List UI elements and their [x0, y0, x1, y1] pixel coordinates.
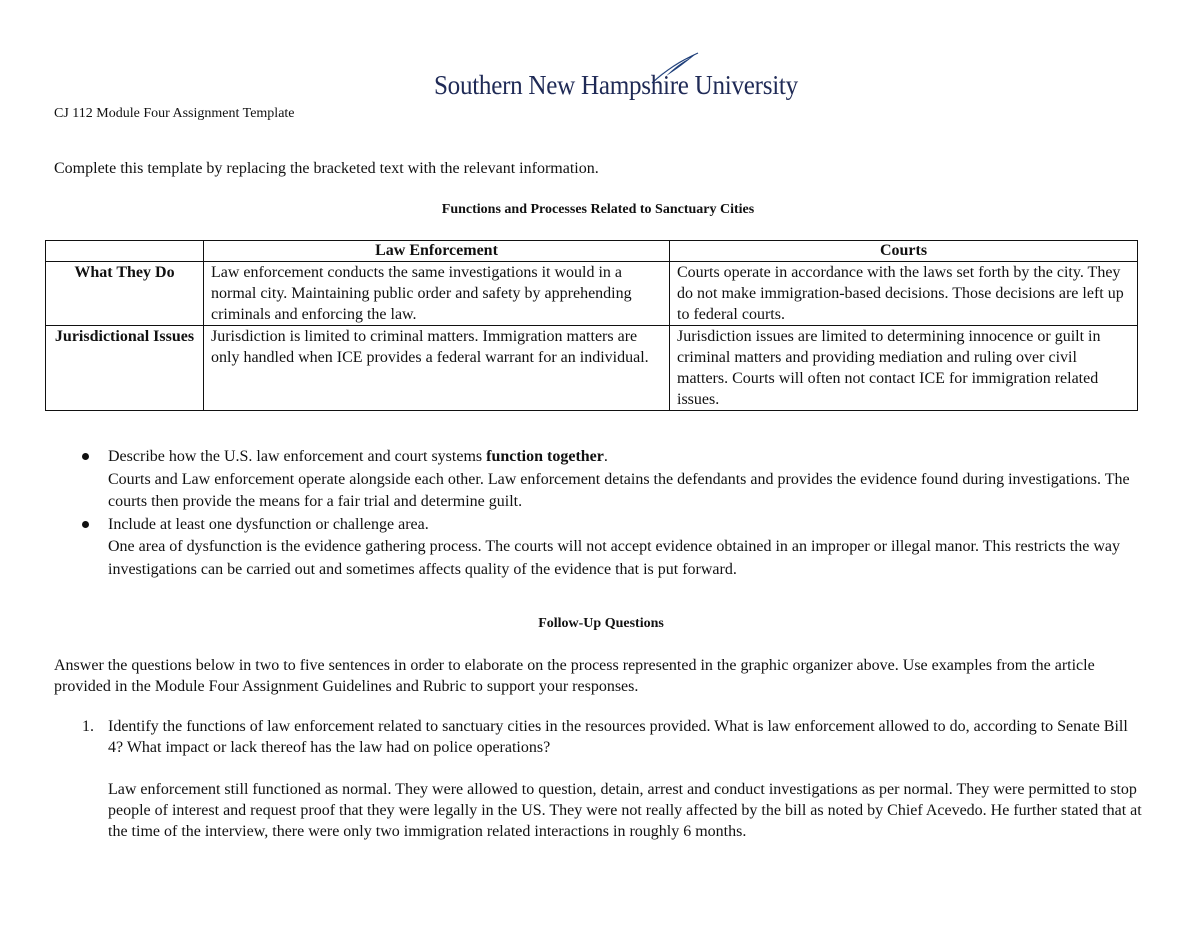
- row-label-jurisdictional-issues: Jurisdictional Issues: [46, 326, 204, 411]
- logo-text: Southern New Hampshire University: [434, 70, 798, 100]
- table-header-row: [46, 241, 1138, 262]
- followup-title: Follow-Up Questions: [538, 616, 664, 631]
- list-item: [54, 514, 1144, 582]
- table-row: [46, 326, 1138, 411]
- sanctuary-cities-table: [45, 240, 1138, 411]
- row-label-what-they-do: What They Do: [46, 262, 204, 326]
- bullet-answer: Courts and Law enforcement operate alongside each other. Law enforcement detains the defendants and provides the evidence found during investigations. The courts then provide the means for a fair trial and determine guilt.: [108, 470, 1130, 510]
- question-number: 1.: [82, 718, 94, 735]
- university-logo: [434, 52, 798, 104]
- bullet-prompt-text: Include at least one dysfunction or challenge area.: [108, 515, 429, 533]
- bullet-icon: [82, 521, 89, 528]
- table-header-empty: [46, 241, 204, 262]
- bullet-prompt: [108, 446, 1144, 469]
- bullet-prompt-text: Describe how the U.S. law enforcement and court systems: [108, 448, 487, 465]
- question-answer: Law enforcement still functioned as normal. They were allowed to question, detain, arrest and conduct investigations as per normal. They were permitted to stop people of interest and request proof that they were legally in the US. They were not really affected by the bill as noted by Chief Acevedo. He further stated that at the time of the interview, there were only two immigration related interactions in roughly 6 months.: [108, 781, 1142, 840]
- table-header-courts: Courts: [670, 241, 1138, 262]
- bullet-prompt-bold: function together: [486, 448, 604, 465]
- instruction-text: Complete this template by replacing the bracketed text with the relevant information.: [54, 160, 599, 177]
- list-item: [54, 446, 1144, 514]
- cell-law-enforcement: Law enforcement conducts the same investigations it would in a normal city. Maintaining public order and safety by apprehending criminals and enforcing the law.: [204, 262, 670, 326]
- question-text: Identify the functions of law enforcement related to sanctuary cities in the resources provided. What is law enforcement allowed to do, according to Senate Bill 4? What impact or lack thereof has the law had on police operations?: [108, 718, 1128, 756]
- cell-law-enforcement: Jurisdiction is limited to criminal matters. Immigration matters are only handled when ICE provides a federal warrant for an individual.: [204, 326, 670, 411]
- document-header-title: CJ 112 Module Four Assignment Template: [54, 106, 295, 121]
- bullet-answer: One area of dysfunction is the evidence gathering process. The courts will not accept evidence obtained in an improper or illegal manor. This restricts the way investigations can be carried out and sometimes affects quality of the evidence that is put forward.: [108, 538, 1120, 578]
- table-title: Functions and Processes Related to Sanctuary Cities: [441, 202, 755, 217]
- cell-courts: Jurisdiction issues are limited to determining innocence or guilt in criminal matters and providing mediation and ruling over civil matters. Courts will often not contact ICE for immigration related issues.: [670, 326, 1138, 411]
- bullet-prompt: [108, 514, 1144, 537]
- cell-courts: Courts operate in accordance with the laws set forth by the city. They do not make immigration-based decisions. Those decisions are left up to federal courts.: [670, 262, 1138, 326]
- question-item: [54, 716, 1144, 842]
- table-row: [46, 262, 1138, 326]
- bullet-prompt-end: .: [603, 448, 608, 465]
- table-header-law-enforcement: Law Enforcement: [204, 241, 670, 262]
- bullet-icon: [82, 453, 89, 460]
- answer-intro: Answer the questions below in two to five sentences in order to elaborate on the process represented in the graphic organizer above. Use examples from the article provided in the Module Four Assignment Guidelines and Rubric to support your responses.: [54, 657, 1095, 695]
- bullet-list: [54, 446, 1144, 581]
